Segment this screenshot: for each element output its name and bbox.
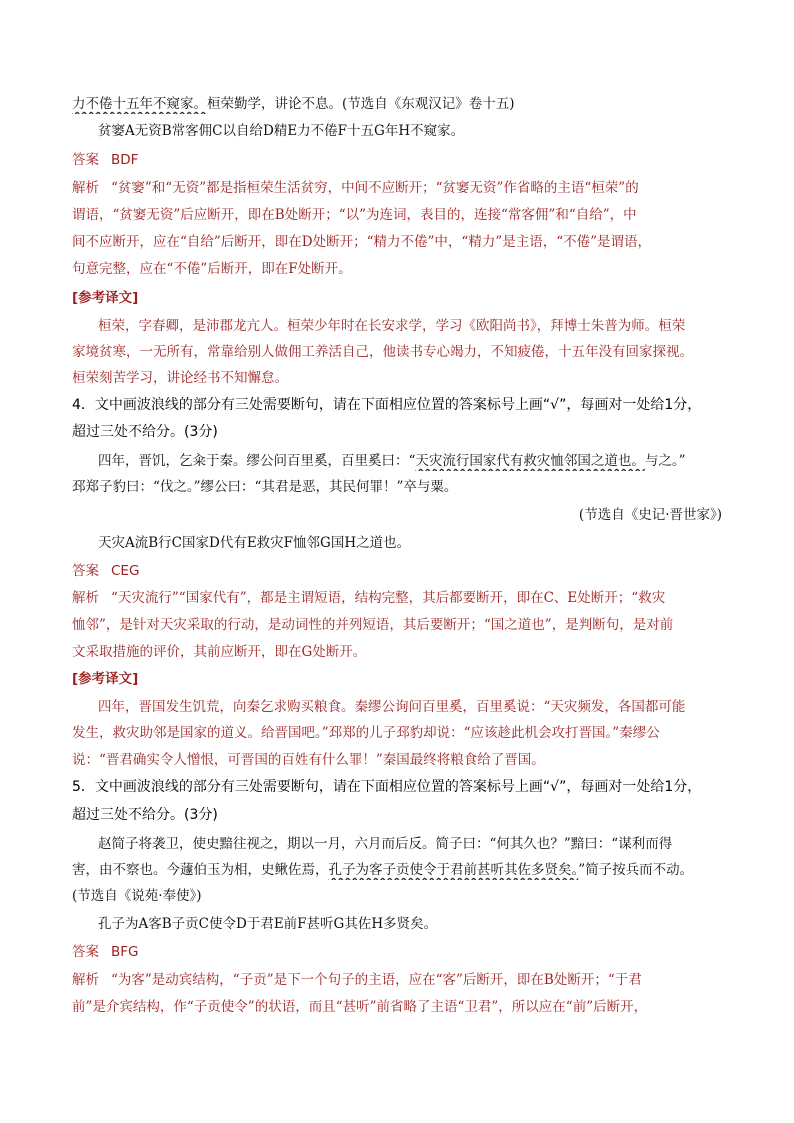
- passage-text: ”简子按兵而不动。: [578, 862, 694, 878]
- reference-translation-header: [参考译文]: [72, 671, 139, 687]
- translation-line: 桓荣，字春卿，是沛郡龙亢人。桓荣少年时在长安求学，学习《欧阳尚书》，拜博士朱普为师。桓荣: [98, 318, 686, 334]
- answer-value: CEG: [111, 563, 140, 579]
- answer-label: 答案: [72, 944, 99, 960]
- analysis-text: “天灾流行”“国家代有”，都是主谓短语，结构完整，其后都要断开，即在C、E处断开；“救灾: [111, 590, 666, 606]
- translation-line: 家境贫寒，一无所有，常靠给别人做佣工养活自己，他读书专心竭力，不知疲倦，十五年没有回家探视。: [72, 344, 693, 360]
- answer-options: 贫窭A无资B常客佣C以自给D精E力不倦F十五G年H不窥家。: [98, 123, 465, 139]
- analysis-line: 谓语，“贫窭无资”后应断开，即在B处断开；“以”为连词，表目的，连接“常客佣”和“自给”，中: [72, 207, 637, 223]
- analysis-label: 解析: [72, 180, 99, 196]
- analysis-line: 恤邻”，是针对天灾采取的行动，是动词性的并列短语，其后要断开；“国之道也”，是判断句，是对前: [72, 617, 674, 633]
- wavy-underlined-text: 孔子为客子贡使令于君前甚听其佐多贤矣。: [328, 862, 579, 878]
- analysis-line: 前”是介宾结构，作“子贡使令”的状语，而且“甚听”前省略了主语“卫君”，所以应在“前”后断开，: [72, 999, 648, 1015]
- passage-text: 害，由不察也。今蘧伯玉为相，史鳅佐焉，: [72, 862, 329, 878]
- answer-value: BDF: [111, 152, 139, 168]
- translation-line: 四年，晋国发生饥荒，向秦乞求购买粮食。秦缪公询问百里奚，百里奚说：“天灾频发，各国都可能: [98, 699, 686, 715]
- passage-text: 与之。”: [644, 453, 686, 469]
- analysis-line: [72, 588, 732, 608]
- analysis-line: 文采取措施的评价，其前应断开，即在G处断开。: [72, 644, 367, 660]
- answer-label: 答案: [72, 563, 99, 579]
- passage-line: [72, 860, 732, 880]
- translation-line: 桓荣刻苦学习，讲论经书不知懈怠。: [72, 370, 288, 386]
- analysis-line: 句意完整，应在“不倦”后断开，即在F处断开。: [72, 261, 352, 277]
- passage-line: [98, 451, 732, 471]
- analysis-text: “贫窭”和“无资”都是指桓荣生活贫穷，中间不应断开；“贫窭无资”作省略的主语“桓荣”的: [111, 180, 639, 196]
- question-4-text: 4．文中画波浪线的部分有三处需要断句，请在下面相应位置的答案标号上画“√”，每画对一处给1分，: [72, 397, 702, 413]
- analysis-text: “为客”是动宾结构，“子贡”是下一个句子的主语，应在“客”后断开，即在B处断开；“于君: [111, 972, 642, 988]
- analysis-line: [72, 178, 732, 198]
- question-5-text: 5．文中画波浪线的部分有三处需要断句，请在下面相应位置的答案标号上画“√”，每画对一处给1分，: [72, 779, 702, 795]
- wavy-underlined-text: 天灾流行国家代有救灾恤邻国之道也。: [415, 453, 645, 469]
- passage-line: 邳郑子豹曰：“伐之。”缪公曰：“其君是恶，其民何罪！”卒与粟。: [72, 479, 458, 495]
- translation-line: 发生，救灾助邻是国家的道义。给晋国吧。”邳郑的儿子邳豹却说：“应该趁此机会攻打晋国。”秦缪公: [72, 725, 660, 741]
- answer-label: 答案: [72, 152, 99, 168]
- analysis-line: [72, 970, 732, 990]
- translation-line: 说：“晋君确实令人憎恨，可晋国的百姓有什么罪！”秦国最终将粮食给了晋国。: [72, 752, 545, 768]
- analysis-label: 解析: [72, 972, 99, 988]
- passage-line: [72, 94, 732, 114]
- answer-options: 孔子为A客B子贡C使令D于君E前F甚听G其佐H多贤矣。: [98, 916, 438, 932]
- answer-row: [72, 150, 732, 170]
- passage-line: 赵简子将袭卫，使史黯往视之，期以一月，六月而后反。简子曰：“何其久也？”黯曰：“谋利而得: [98, 836, 673, 852]
- question-4-text: 超过三处不给分。(3分): [72, 424, 218, 440]
- passage-source: (节选自《史记·晋世家》): [578, 507, 722, 523]
- analysis-line: 间不应断开，应在“自给”后断开，即在D处断开；“精力不倦”中，“精力”是主语，“不倦”是谓语，: [72, 234, 652, 250]
- passage-source: (节选自《说苑·奉使》): [72, 888, 202, 904]
- answer-row: [72, 942, 732, 962]
- passage-text: 四年，晋饥，乞籴于秦。缪公问百里奚，百里奚曰：“: [98, 453, 416, 469]
- analysis-label: 解析: [72, 590, 99, 606]
- question-5-text: 超过三处不给分。(3分): [72, 807, 218, 823]
- answer-row: [72, 561, 732, 581]
- wavy-underlined-text: 力不倦十五年不窥家。: [72, 96, 207, 112]
- answer-options: 天灾A流B行C国家D代有E救灾F恤邻G国H之道也。: [98, 535, 411, 551]
- reference-translation-header: [参考译文]: [72, 290, 139, 306]
- answer-value: BFG: [111, 944, 139, 960]
- passage-text: 桓荣勤学，讲论不息。(节选自《东观汉记》卷十五): [207, 96, 515, 112]
